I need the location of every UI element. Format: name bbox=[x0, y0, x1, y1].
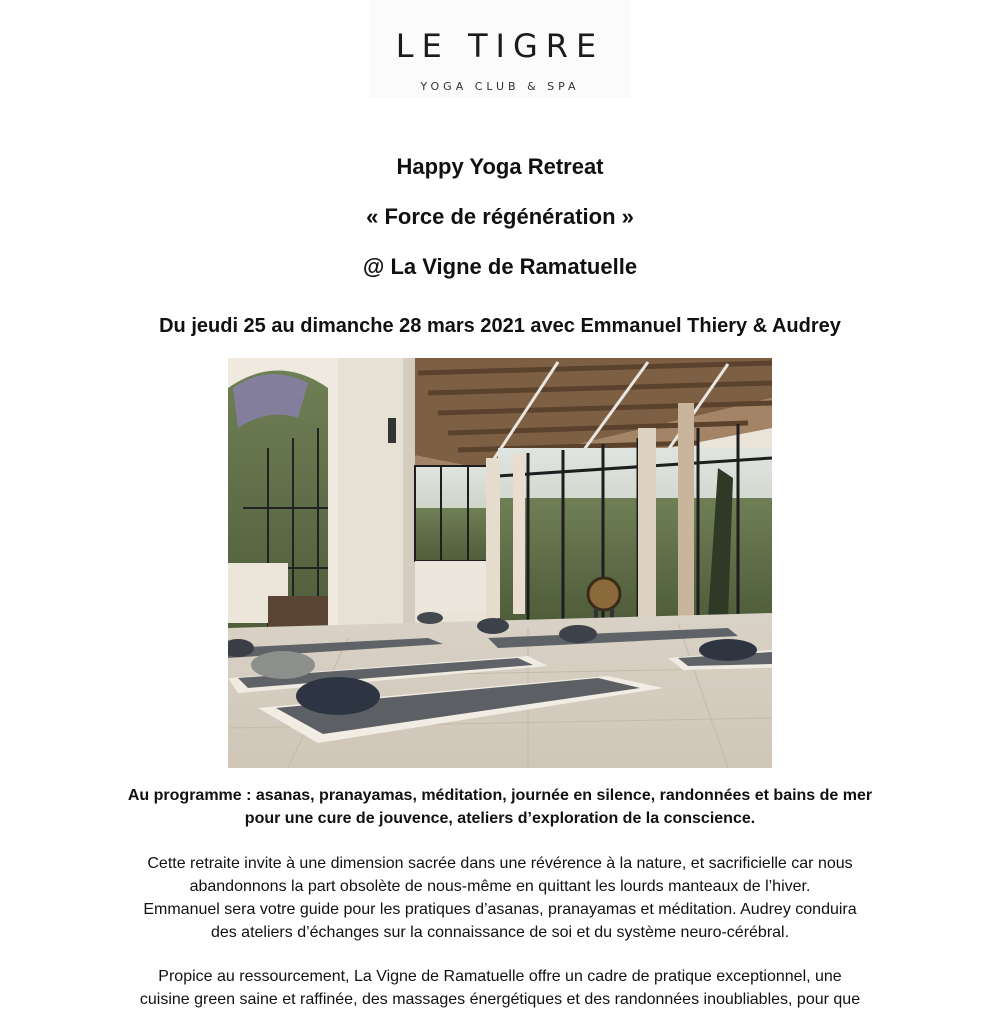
paragraph-1-line-2: abandonnons la part obsolète de nous-même en quittant les lourds manteaux de l’hiver. bbox=[189, 878, 811, 895]
program-line-2: pour une cure de jouvence, ateliers d’exploration de la conscience. bbox=[244, 810, 756, 827]
program-summary bbox=[100, 784, 900, 830]
paragraph-2-line-1: Propice au ressourcement, La Vigne de Ramatuelle offre un cadre de pratique exceptionnel, une bbox=[158, 968, 842, 985]
yoga-room-illustration bbox=[228, 358, 772, 768]
description-paragraph-1 bbox=[100, 852, 900, 944]
logo-tagline: YOGA CLUB & SPA bbox=[420, 80, 580, 93]
yoga-room-photo bbox=[228, 358, 772, 768]
event-dates: Du jeudi 25 au dimanche 28 mars 2021 avec Emmanuel Thiery & Audrey bbox=[159, 315, 841, 337]
program-line-1: Au programme : asanas, pranayamas, méditation, journée en silence, randonnées et bains de mer bbox=[127, 787, 873, 804]
title-line-1: Happy Yoga Retreat bbox=[396, 154, 604, 179]
logo bbox=[370, 0, 630, 98]
title-line-3: @ La Vigne de Ramatuelle bbox=[362, 254, 638, 279]
logo-name: LE TIGRE bbox=[395, 27, 605, 65]
title-line-2: « Force de régénération » bbox=[366, 204, 634, 229]
paragraph-1-line-3: Emmanuel sera votre guide pour les pratiques d’asanas, pranayamas et méditation. Audrey conduira bbox=[143, 901, 857, 918]
paragraph-1-line-4: des ateliers d’échanges sur la connaissance de soi et du système neuro-cérébral. bbox=[210, 924, 790, 941]
description-paragraph-2 bbox=[100, 965, 900, 1011]
paragraph-2-line-2: cuisine green saine et raffinée, des massages énergétiques et des randonnées inoubliables, pour que bbox=[139, 991, 861, 1008]
paragraph-1-line-1: Cette retraite invite à une dimension sacrée dans une révérence à la nature, et sacrificielle car nous bbox=[147, 855, 853, 872]
